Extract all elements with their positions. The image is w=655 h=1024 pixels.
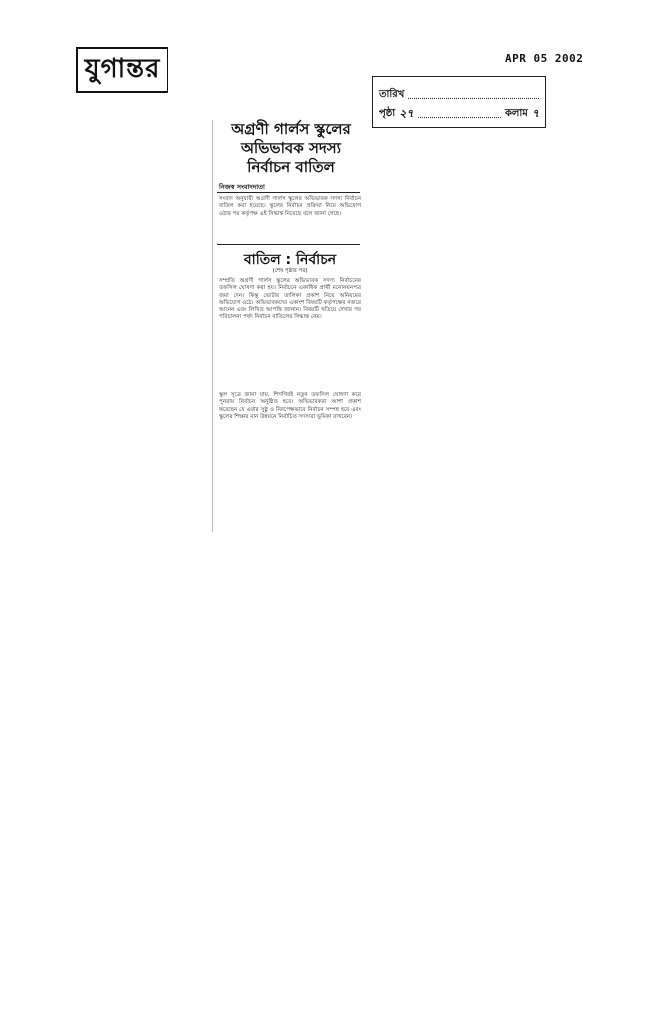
article-subhead: বাতিল : নির্বাচন (243, 252, 337, 268)
ref-date-label: তারিখ (379, 89, 405, 100)
article-subnote: (শেষ পৃষ্ঠার পর) (272, 268, 308, 274)
reference-stamp-box (372, 76, 546, 128)
article-headline: অগ্রণী গার্লস স্কুলের অভিভাবক সদস্য নির্বাচন বাতিল (231, 120, 351, 176)
article-paragraph-2: স্কুল সূত্রে জানা যায়, শিগগিরই নতুন তফসিল ঘোষণা করে পুনরায় নির্বাচন অনুষ্ঠিত হবে। অভিভাবকরা আশা প্রকাশ করেছেন যে এবার সুষ্ঠু ও নিরপেক্ষভাবে নির্বাচন সম্পন্ন হবে এবং স্কুলের শিক্ষার মান উন্নয়নে নির্বাচিত সদস্যরা ভূমিকা রাখবেন। (219, 392, 361, 420)
ref-page-value: ২৭ (399, 107, 414, 120)
ref-page-row (379, 105, 539, 124)
ref-column-label: কলাম (504, 108, 528, 119)
article-paragraph-1: সম্প্রতি অগ্রণী গার্লস স্কুলের অভিভাবক সদস্য নির্বাচনের তফসিল ঘোষণা করা হয়। নির্বাচনে একাধিক প্রার্থী মনোনয়নপত্র জমা দেন। কিন্তু ভোটার তালিকা প্রকাশ নিয়ে অনিয়মের অভিযোগ ওঠে। অভিভাবকদের একাংশ বিষয়টি কর্তৃপক্ষের নজরে আনেন এবং লিখিত আপত্তি জানান। বিষয়টি খতিয়ে দেখার পর পরিচালনা পর্ষদ নির্বাচন বাতিলের সিদ্ধান্ত নেয়। (219, 278, 361, 321)
ref-date-row (379, 87, 539, 104)
ref-column-value: ৭ (531, 107, 539, 120)
byline-rule (217, 192, 360, 193)
ref-page-label: পৃষ্ঠা (379, 108, 396, 119)
ref-date-dotted-line (408, 92, 539, 99)
masthead-title: যুগান্তর (84, 54, 161, 84)
article-lead: সংবাদ অনুযায়ী অগ্রণী গার্লস স্কুলের অভিভাবক সদস্য নির্বাচন বাতিল করা হয়েছে। স্কুলের নির্বাচন প্রক্রিয়া নিয়ে অভিযোগ ওঠার পর কর্তৃপক্ষ এই সিদ্ধান্ত নিয়েছে বলে জানা গেছে। (219, 196, 361, 217)
newspaper-masthead (76, 47, 168, 93)
date-stamp: APR 05 2002 (505, 52, 584, 65)
news-clipping (212, 120, 362, 532)
article-byline: নিজস্ব সংবাদদাতা (219, 183, 265, 191)
ref-page-dotted-line (418, 111, 501, 118)
section-rule (217, 244, 360, 245)
